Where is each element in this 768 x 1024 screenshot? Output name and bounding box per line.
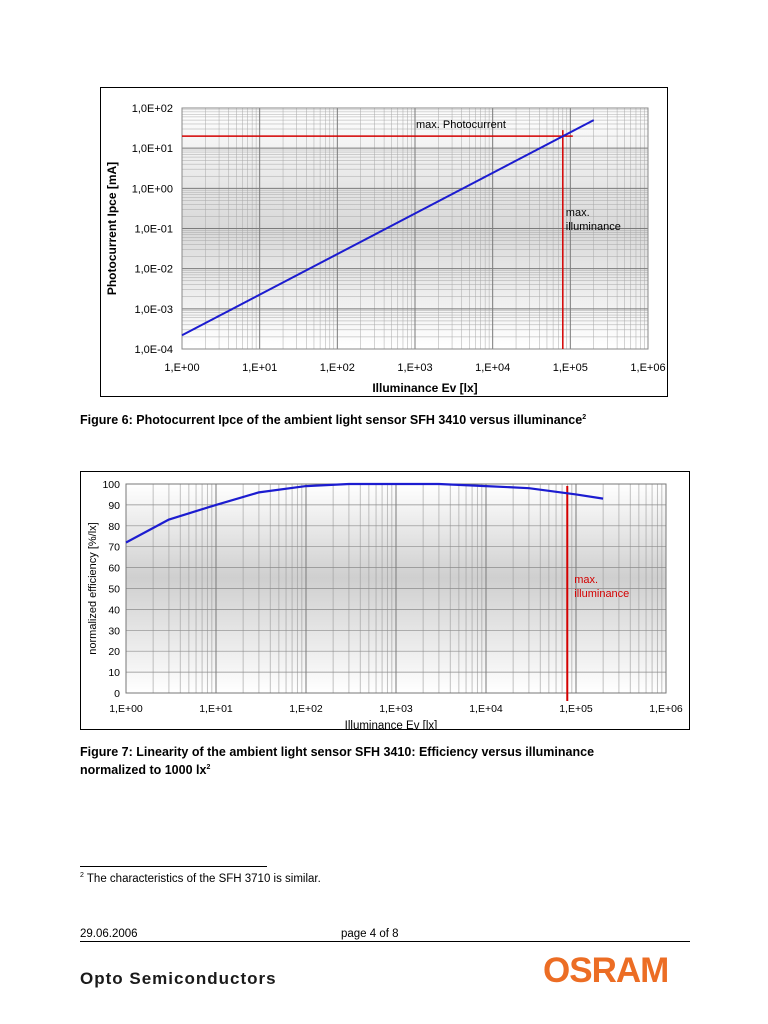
figure7-chart — [81, 472, 689, 729]
x-tick-label: 1,E+04 — [475, 362, 511, 374]
y-tick-label: 1,0E+00 — [131, 183, 173, 196]
figure7-caption-line2-wrap — [80, 760, 594, 778]
x-tick-label: 1,E+00 — [164, 362, 200, 374]
x-tick-label: 1,E+06 — [630, 362, 666, 374]
y-axis-label: Photocurrent Ipce [mA] — [105, 161, 119, 296]
x-axis-label: Illuminance Ev [lx] — [344, 720, 438, 729]
footnote-rule — [80, 866, 267, 867]
y-tick-label: 1,0E-02 — [134, 263, 173, 276]
x-tick-label: 1,E+01 — [199, 703, 233, 715]
y-tick-label: 1,0E-04 — [134, 344, 173, 356]
x-tick-label: 1,E+03 — [397, 362, 433, 374]
y-tick-label: 1,0E+02 — [131, 103, 173, 115]
y-tick-label: 1,0E-01 — [134, 223, 173, 236]
max-illuminance-label-line1: max. — [574, 574, 599, 586]
y-tick-label: 40 — [108, 604, 120, 617]
x-axis-label: Illuminance Ev [lx] — [372, 381, 478, 395]
figure6-chart — [101, 88, 667, 396]
y-tick-label: 0 — [114, 688, 120, 700]
max-photocurrent-label: max. Photocurrent — [416, 119, 506, 132]
x-tick-label: 1,E+05 — [559, 703, 593, 715]
max-illuminance-label-line1: max. — [565, 207, 590, 219]
x-tick-label: 1,E+05 — [552, 362, 588, 374]
footnote-text: The characteristics of the SFH 3710 is similar. — [86, 872, 321, 885]
x-tick-label: 1,E+03 — [379, 703, 413, 715]
y-tick-label: 60 — [108, 562, 120, 575]
figure6-caption-text: Figure 6: Photocurrent Ipce of the ambient light sensor SFH 3410 versus illuminance — [80, 413, 583, 428]
figure6-caption — [80, 410, 586, 428]
osram-logo: OSRAM — [543, 951, 669, 990]
y-tick-label: 1,0E-03 — [134, 303, 173, 316]
figure7-caption-line1: Figure 7: Linearity of the ambient light sensor SFH 3410: Efficiency versus illuminance — [80, 745, 595, 759]
y-tick-label: 50 — [108, 583, 120, 596]
footer-page-number: page 4 of 8 — [341, 928, 399, 940]
footer-rule — [80, 941, 690, 942]
footnote — [80, 872, 321, 885]
x-tick-label: 1,E+02 — [319, 362, 355, 374]
x-tick-label: 1,E+04 — [469, 703, 503, 715]
figure6-frame — [100, 87, 668, 397]
max-illuminance-label-line2: illuminance — [565, 221, 621, 233]
figure7-frame — [80, 471, 690, 730]
y-tick-label: 10 — [108, 667, 120, 680]
y-tick-label: 100 — [102, 479, 120, 491]
company-division: Opto Semiconductors — [80, 969, 277, 988]
y-tick-label: 30 — [108, 625, 120, 638]
y-tick-label: 70 — [108, 541, 120, 554]
y-axis-label: normalized efficiency [%/lx] — [87, 522, 99, 655]
x-tick-label: 1,E+06 — [649, 703, 683, 715]
footer-date: 29.06.2006 — [80, 928, 138, 940]
max-illuminance-label-line2: illuminance — [574, 588, 630, 600]
figure7-footnote-ref: 2 — [206, 764, 211, 771]
y-tick-label: 20 — [108, 646, 120, 659]
footnote-number: 2 — [80, 872, 84, 879]
figure6-footnote-ref: 2 — [582, 414, 587, 421]
x-tick-label: 1,E+00 — [109, 703, 143, 715]
figure7-caption-line2: normalized to 1000 lx — [80, 763, 207, 778]
y-tick-label: 80 — [108, 520, 120, 533]
x-tick-label: 1,E+02 — [289, 703, 323, 715]
figure7-caption — [80, 745, 594, 778]
y-tick-label: 90 — [108, 499, 120, 512]
x-tick-label: 1,E+01 — [242, 362, 278, 374]
y-tick-label: 1,0E+01 — [131, 143, 173, 156]
